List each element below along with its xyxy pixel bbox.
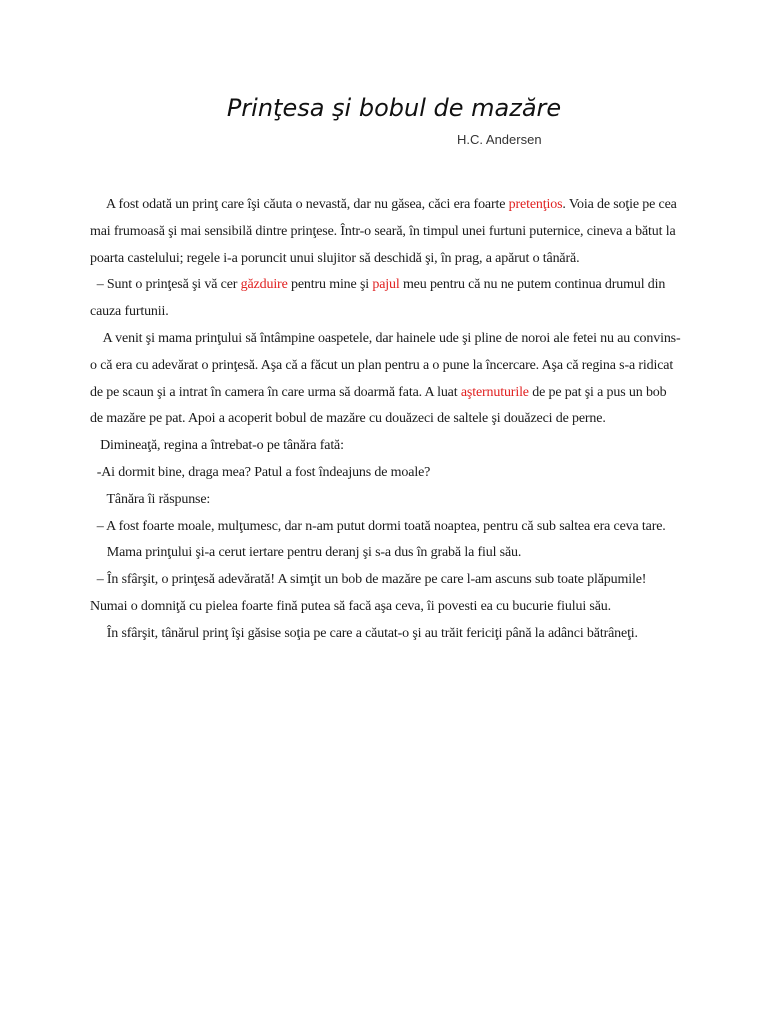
paragraph [90, 540, 682, 567]
paragraph-text: În sfârşit, tânărul prinţ îşi găsise soţia pe care a căutat-o şi au trăit fericiţi până la adânci bătrâneţi. [106, 625, 638, 641]
highlighted-word: pretenţios [508, 197, 563, 212]
paragraph-text: Dimineaţă, regina a întrebat-o pe tânăra fată: [100, 438, 344, 454]
paragraph [90, 487, 682, 514]
highlighted-word: găzduire [240, 277, 288, 293]
paragraph-indent [90, 492, 107, 507]
paragraph-indent [90, 197, 106, 212]
paragraph-indent [90, 545, 107, 560]
paragraph-text: – Sunt o prinţesă şi vă cer [96, 277, 241, 293]
paragraph [90, 433, 682, 460]
paragraph [90, 460, 682, 487]
paragraph [90, 272, 682, 326]
paragraph-text: – A fost foarte moale, mulţumesc, dar n-am putut dormi toată noaptea, pentru că sub saltea era ceva tare. [96, 518, 666, 534]
highlighted-word: pajul [372, 277, 400, 293]
paragraph-text: Mama prinţului şi-a cerut iertare pentru deranj şi s-a dus în grabă la fiul său. [106, 545, 522, 561]
paragraph [90, 514, 682, 541]
paragraph-text: -Ai dormit bine, draga mea? Patul a fost îndeajuns de moale? [96, 464, 431, 480]
paragraph-text: de pe pat şi a pus un bob de mazăre pe pat. Apoi a acoperit bobul de mazăre cu douăzeci de saltele şi douăzeci de perne. [90, 384, 667, 427]
paragraph-text: . Voia de soţie pe cea mai frumoasă şi mai sensibilă dintre prinţese. Într-o seară, în timpul unei furtuni puternice, cineva a bătut la poarta castelului; regele i-a poruncit unui slujitor să deschidă şi, în prag, a apărut o tânără. [90, 197, 677, 266]
document-body [90, 192, 682, 648]
paragraph-text: meu pentru că nu ne putem continua drumul din cauza furtunii. [90, 277, 666, 320]
document-title: Prinţesa şi bobul de mazăre [226, 94, 562, 122]
paragraph-text: Tânăra îi răspunse: [106, 491, 211, 507]
paragraph-indent [90, 626, 107, 641]
paragraph [90, 567, 682, 621]
paragraph-text: A venit şi mama prinţului să întâmpine oaspetele, dar hainele ude şi pline de noroi ale fetei nu au convins-o că era cu adevărat o prinţesă. Aşa că a făcut un plan pentru a o pune la încercare. Aşa că regina s-a ridicat de pe scaun şi a intrat în camera în care urma să doarmă fata. A luat [90, 330, 681, 400]
paragraph-text: A fost odată un prinţ care îşi căuta o nevastă, dar nu găsea, căci era foarte [105, 197, 509, 212]
paragraph [90, 192, 682, 272]
document-author: H.C. Andersen [457, 132, 542, 147]
paragraph-indent [90, 465, 97, 480]
paragraph-indent [90, 438, 100, 453]
paragraph [90, 326, 682, 433]
paragraph-text: – În sfârşit, o prinţesă adevărată! A simţit un bob de mazăre pe care l-am ascuns sub toate plăpumile! Numai o domniţă cu pielea foarte fină putea să facă aşa ceva, îi povesti ea cu bucurie fiului său. [90, 572, 647, 614]
paragraph [90, 621, 682, 648]
paragraph-indent [90, 572, 97, 587]
paragraph-indent [90, 331, 103, 346]
highlighted-word: aşternuturile [460, 384, 529, 400]
paragraph-text: pentru mine şi [287, 277, 373, 293]
paragraph-indent [90, 519, 97, 534]
paragraph-indent [90, 277, 97, 292]
